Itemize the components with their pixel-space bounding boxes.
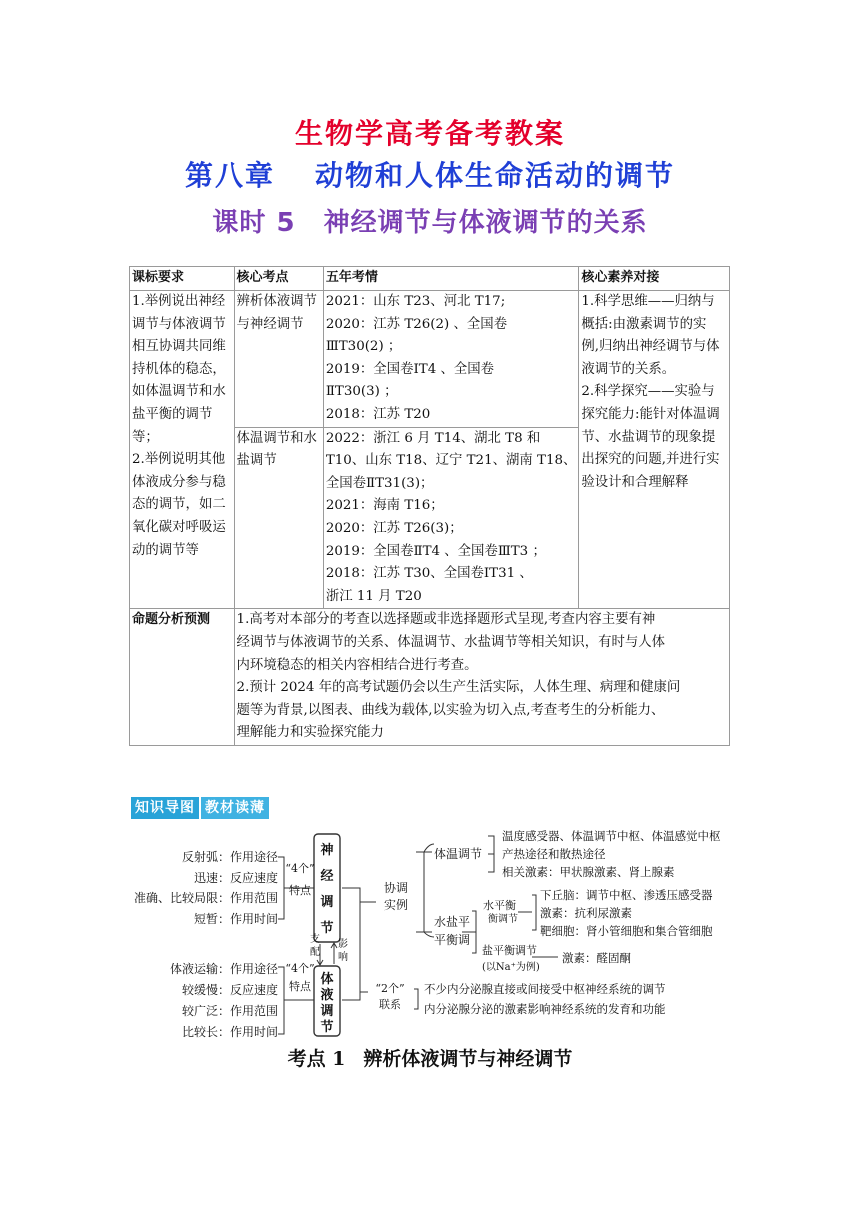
header-requirement: 课标要求 bbox=[130, 267, 235, 291]
salt-example: (以Na⁺为例) bbox=[482, 962, 540, 973]
text-line: 概括:由激素调节的实 bbox=[581, 316, 707, 332]
temp-item-2: 产热途径和散热途径 bbox=[502, 847, 606, 861]
support-char: 支 bbox=[310, 934, 320, 945]
text-line: 态的调节，如二 bbox=[132, 497, 226, 513]
core-point-2 bbox=[234, 427, 323, 609]
neural-box-char: 节 bbox=[320, 921, 334, 936]
water-item-3: 靶细胞：肾小管细胞和集合管细胞 bbox=[540, 924, 713, 938]
text-line: 1.高考对本部分的考查以选择题或非选择题形式呈现,考查内容主要有神 bbox=[236, 612, 656, 628]
influence-char: 响 bbox=[338, 952, 348, 963]
humoral-feature-3: 较广泛：作用范围 bbox=[181, 1004, 278, 1018]
text-line: 经调节与体液调节的关系、体温调节、水盐调节等相关知识，有时与人体 bbox=[236, 634, 666, 650]
text-line: 持机体的稳态， bbox=[132, 361, 226, 377]
text-line: ⅡT30(3) ； bbox=[325, 384, 398, 400]
text-line: 等； bbox=[132, 429, 159, 445]
salt-balance-label: 盐平衡调节 bbox=[482, 944, 537, 957]
text-line: 2021：海南 T16； bbox=[325, 498, 444, 514]
text-line: 2018：江苏 T20 bbox=[325, 406, 431, 422]
neural-features-word: 特点 bbox=[289, 884, 311, 897]
text-line: 2019：全国卷ⅡT4 、全国卷ⅢT3 ； bbox=[325, 543, 546, 559]
neural-box-char: 调 bbox=[320, 895, 334, 910]
section-title: 辨析体液调节与神经调节 bbox=[363, 1048, 573, 1070]
text-line: 题等为背景,以图表、曲线为载体,以实验为切入点,考查考生的分析能力、 bbox=[236, 702, 665, 718]
water-item-1: 下丘脑：调节中枢、渗透压感受器 bbox=[540, 888, 713, 902]
text-line: 调节与体液调节 bbox=[132, 316, 226, 332]
text-line: 2020：江苏 T26(2) 、全国卷 bbox=[325, 316, 508, 332]
lesson-title bbox=[0, 202, 860, 239]
water-salt-line-1: 水盐平 bbox=[434, 915, 471, 929]
header-core-point: 核心考点 bbox=[234, 267, 323, 291]
requirement-cell bbox=[130, 291, 235, 609]
chapter-number: 第八章 bbox=[184, 159, 275, 192]
header-exam-record: 五年考情 bbox=[323, 267, 579, 291]
text-line: 相互协调共同维 bbox=[132, 339, 226, 355]
text-line: 氧化碳对呼吸运 bbox=[132, 519, 226, 535]
coordination-line-1: 协调 bbox=[383, 881, 409, 895]
lesson-number: 课时 5 bbox=[212, 208, 296, 238]
text-line: ⅢT30(2) ； bbox=[325, 339, 402, 355]
literacy-cell bbox=[579, 291, 730, 609]
text-line: 2.预计 2024 年的高考试题仍会以生产生活实际，人体生理、病理和健康问 bbox=[236, 680, 681, 696]
text-line: 辨析体液调节 bbox=[236, 294, 317, 309]
text-line: 2022：浙江 6 月 T14、湖北 T8 和 bbox=[325, 430, 541, 446]
neural-feature-4: 短暂：作用时间 bbox=[193, 912, 278, 926]
text-line: 内环境稳态的相关内容相结合进行考查。 bbox=[236, 657, 478, 673]
water-balance-line-2: 衡调节 bbox=[488, 914, 518, 925]
table-row bbox=[130, 291, 730, 428]
link-1: 不少内分泌腺直接或间接受中枢神经系统的调节 bbox=[424, 982, 666, 996]
text-line: 2021：山东 T23、河北 T17; bbox=[325, 294, 506, 309]
lesson-plan-table bbox=[129, 266, 730, 746]
influence-char: 影 bbox=[338, 939, 348, 950]
text-line: 2019：全国卷ⅠT4 、全国卷 bbox=[325, 361, 495, 377]
forecast-text bbox=[234, 609, 729, 746]
text-line: 全国卷ⅡT31(3)； bbox=[325, 475, 434, 491]
text-line: 2020：江苏 T26(3)； bbox=[325, 520, 463, 536]
table-header-row bbox=[130, 267, 730, 291]
text-line: 理解能力和实验探究能力 bbox=[236, 725, 384, 741]
water-salt-line-2: 平衡调 bbox=[434, 933, 471, 947]
neural-feature-3: 准确、比较局限：作用范围 bbox=[133, 891, 278, 905]
water-item-2: 激素：抗利尿激素 bbox=[540, 906, 632, 920]
two-links-word: 联系 bbox=[379, 998, 401, 1011]
text-line: 盐平衡的调节 bbox=[132, 406, 213, 422]
header-core-literacy: 核心素养对接 bbox=[579, 267, 730, 291]
neural-feature-1: 反射弧：作用途径 bbox=[181, 850, 278, 864]
mind-map bbox=[128, 822, 738, 1040]
humoral-four-label: “4个” bbox=[285, 962, 315, 975]
badge-knowledge-map: 知识导图 bbox=[131, 797, 199, 819]
neural-box-char: 神 bbox=[320, 843, 334, 858]
text-line: 体液成分参与稳 bbox=[132, 474, 226, 490]
section-badges bbox=[131, 797, 269, 819]
text-line: 节、水盐调节的现象提 bbox=[581, 429, 716, 445]
text-line: 1.举例说出神经 bbox=[132, 294, 226, 309]
water-balance-line-1: 水平衡 bbox=[483, 899, 516, 912]
text-line: T10、山东 T18、辽宁 T21、湖南 T18、 bbox=[325, 453, 577, 469]
chapter-title bbox=[0, 154, 860, 194]
humoral-box-char: 调 bbox=[320, 1004, 334, 1019]
humoral-features-word: 特点 bbox=[289, 980, 311, 993]
text-line: 如体温调节和水 bbox=[132, 384, 226, 400]
text-line: 盐调节 bbox=[236, 453, 277, 469]
link-2: 内分泌腺分泌的激素影响神经系统的发育和功能 bbox=[424, 1002, 666, 1016]
text-line: 2018：江苏 T30、全国卷ⅠT31 、 bbox=[325, 566, 533, 582]
exam-record-1 bbox=[323, 291, 579, 428]
humoral-box-char: 体 bbox=[320, 972, 334, 987]
text-line: 体温调节和水 bbox=[236, 430, 317, 446]
temperature-label: 体温调节 bbox=[434, 847, 483, 861]
text-line: 动的调节等 bbox=[132, 542, 199, 558]
humoral-feature-2: 较缓慢：反应速度 bbox=[181, 983, 278, 997]
section-heading bbox=[0, 1044, 860, 1071]
humoral-box-char: 节 bbox=[320, 1020, 334, 1035]
text-line: 2.科学探究——实验与 bbox=[581, 384, 715, 400]
humoral-box-char: 液 bbox=[320, 988, 334, 1003]
neural-feature-2: 迅速：反应速度 bbox=[193, 871, 278, 885]
text-line: 浙江 11 月 T20 bbox=[325, 588, 422, 604]
table-row bbox=[130, 609, 730, 746]
chapter-name: 动物和人体生命活动的调节 bbox=[315, 159, 676, 192]
text-line: 2.举例说明其他 bbox=[132, 452, 226, 468]
temp-item-3: 相关激素：甲状腺激素、肾上腺素 bbox=[502, 865, 675, 879]
support-char: 配 bbox=[310, 947, 320, 958]
salt-item: 激素：醛固酮 bbox=[562, 951, 631, 965]
neural-four-label: “4个” bbox=[285, 862, 315, 875]
text-line: 1.科学思维——归纳与 bbox=[581, 294, 715, 309]
neural-box-char: 经 bbox=[320, 869, 334, 884]
section-label: 考点 1 bbox=[287, 1048, 346, 1070]
two-links-label: “2个” bbox=[375, 982, 405, 995]
core-point-1 bbox=[234, 291, 323, 428]
text-line: 例,归纳出神经调节与体 bbox=[581, 339, 720, 355]
temp-item-1: 温度感受器、体温调节中枢、体温感觉中枢 bbox=[502, 829, 721, 843]
text-line: 探究能力:能针对体温调 bbox=[581, 406, 720, 422]
badge-textbook: 教材读薄 bbox=[201, 797, 269, 819]
coordination-line-2: 实例 bbox=[383, 898, 409, 912]
doc-title: 生物学高考备考教案 bbox=[294, 117, 565, 150]
humoral-feature-4: 比较长：作用时间 bbox=[181, 1025, 278, 1039]
text-line: 液调节的关系。 bbox=[581, 361, 676, 377]
humoral-feature-1: 体液运输：作用途径 bbox=[169, 962, 278, 976]
exam-record-2 bbox=[323, 427, 579, 609]
text-line: 与神经调节 bbox=[236, 316, 304, 332]
lesson-name: 神经调节与体液调节的关系 bbox=[323, 208, 648, 238]
text-line: 出探究的问题,并进行实 bbox=[581, 452, 720, 468]
text-line: 验设计和合理解释 bbox=[581, 474, 689, 490]
forecast-label: 命题分析预测 bbox=[130, 609, 235, 746]
